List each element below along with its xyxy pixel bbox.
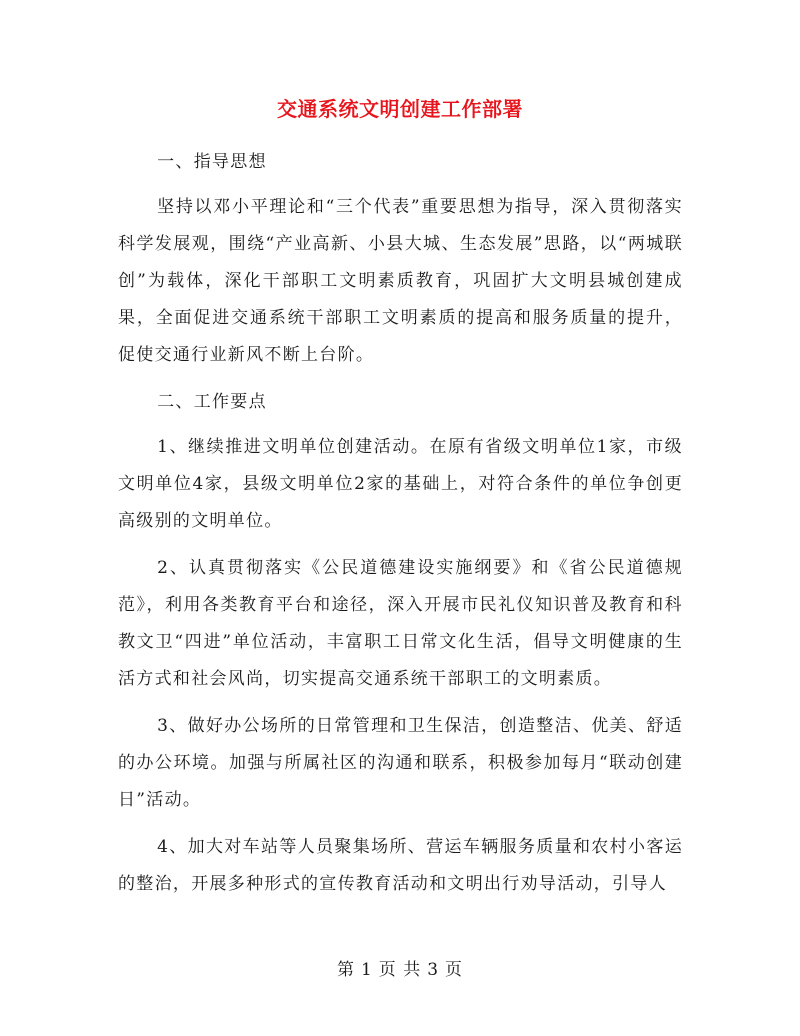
section-heading-work-points: 二、工作要点	[157, 392, 267, 412]
paragraph-work-point-2: 2、认真贯彻落实《公民道德建设实施纲要》和《省公民道德规范》，利用各类教育平台和途径，深入开展市民礼仪知识普及教育和科教文卫“四进”单位活动，丰富职工日常文化生活，倡导文明健康的生活方式和社会风尚，切实提高交通系统干部职工的文明素质。	[118, 558, 683, 689]
footer-current-page: 1	[360, 960, 373, 980]
paragraph-work-point-1: 1、继续推进文明单位创建活动。在原有省级文明单位1家，市级文明单位4家，县级文明单位2家的基础上，对符合条件的单位争创更高级别的文明单位。	[118, 437, 683, 531]
paragraph-work-point-3: 3、做好办公场所的日常管理和卫生保洁，创造整洁、优美、舒适的办公环境。加强与所属社区的沟通和联系，积极参加每月“联动创建日”活动。	[118, 716, 683, 810]
section-heading-guiding-ideology: 一、指导思想	[157, 152, 267, 172]
footer-prefix: 第	[336, 960, 355, 980]
document-body	[118, 144, 683, 913]
footer-middle: 页 共	[378, 960, 422, 980]
footer-total-pages: 3	[427, 960, 440, 980]
document-title: 交通系统文明创建工作部署	[277, 97, 523, 121]
footer-suffix: 页	[445, 960, 464, 980]
paragraph-guiding-ideology: 坚持以邓小平理论和“三个代表”重要思想为指导，深入贯彻落实科学发展观，围绕“产业高新、小县大城、生态发展”思路，以“两城联创”为载体，深化干部职工文明素质教育，巩固扩大文明县城创建成果，全面促进交通系统干部职工文明素质的提高和服务质量的提升，促使交通行业新风不断上台阶。	[118, 197, 683, 365]
paragraph-work-point-4: 4、加大对车站等人员聚集场所、营运车辆服务质量和农村小客运的整治，开展多种形式的宣传教育活动和文明出行劝导活动，引导人	[118, 837, 683, 894]
page-number-footer	[0, 955, 800, 980]
